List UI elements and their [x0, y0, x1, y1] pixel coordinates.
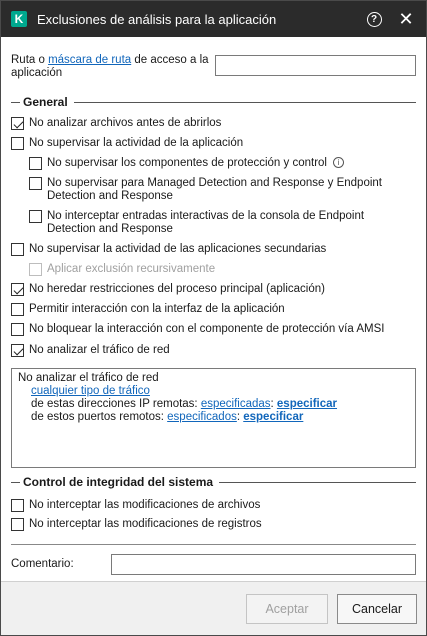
general-option-5-checkbox[interactable] [11, 243, 24, 256]
general-option-9-label: No bloquear la interacción con el componente de protección vía AMSI [29, 323, 385, 335]
general-option-6 [29, 263, 416, 276]
close-button[interactable] [390, 1, 422, 37]
general-option-2[interactable] [29, 157, 416, 170]
general-option-3[interactable] [29, 177, 389, 203]
general-option-7[interactable] [11, 283, 416, 296]
general-option-5[interactable] [11, 243, 416, 256]
kaspersky-logo-icon: K [11, 11, 27, 27]
general-option-2-checkbox[interactable] [29, 157, 42, 170]
ip-specified-link[interactable]: especificadas [200, 398, 271, 410]
general-option-10-label: No analizar el tráfico de red [29, 344, 170, 356]
port-separator: : [236, 411, 244, 423]
general-option-4-checkbox[interactable] [29, 210, 42, 223]
general-option-10[interactable] [11, 344, 416, 357]
ip-separator: : [270, 398, 277, 410]
help-button[interactable] [358, 1, 390, 37]
cancel-button[interactable]: Cancelar [337, 594, 417, 624]
rule-description-box [11, 368, 416, 468]
general-option-6-label: Aplicar exclusión recursivamente [47, 263, 216, 275]
general-option-9[interactable] [11, 323, 416, 336]
general-option-8-checkbox[interactable] [11, 303, 24, 316]
port-specified-link[interactable]: especificados [167, 411, 237, 423]
ip-text: de estas direcciones IP remotas: [31, 398, 201, 410]
general-option-10-checkbox[interactable] [11, 344, 24, 357]
general-option-1[interactable] [11, 137, 416, 150]
integrity-group-title: Control de integridad del sistema [23, 475, 214, 489]
title-bar [1, 1, 426, 37]
general-option-0[interactable] [11, 117, 416, 130]
path-input[interactable] [215, 55, 416, 76]
general-option-7-checkbox[interactable] [11, 283, 24, 296]
integrity-option-0-label: No interceptar las modificaciones de archivos [29, 499, 261, 511]
integrity-option-1[interactable] [11, 518, 416, 531]
integrity-group-header [11, 475, 416, 489]
general-option-8-label: Permitir interacción con la interfaz de la aplicación [29, 303, 285, 315]
integrity-option-1-label: No interceptar las modificaciones de registros [29, 518, 262, 530]
comment-label: Comentario: [11, 558, 74, 570]
help-icon: ? [367, 12, 382, 27]
general-group-title: General [23, 95, 68, 109]
integrity-option-1-checkbox[interactable] [11, 518, 24, 531]
general-group-header [11, 95, 416, 109]
general-option-5-label: No supervisar la actividad de las aplicaciones secundarias [29, 243, 327, 255]
general-option-8[interactable] [11, 303, 416, 316]
description-line-1: No analizar el tráfico de red [18, 372, 159, 384]
comment-input[interactable] [111, 554, 416, 575]
general-option-0-label: No analizar archivos antes de abrirlos [29, 117, 222, 129]
general-option-4-label: No interceptar entradas interactivas de la consola de Endpoint Detection and Response [47, 210, 365, 235]
general-option-4[interactable] [29, 210, 389, 236]
general-option-0-checkbox[interactable] [11, 117, 24, 130]
close-icon: ✕ [398, 9, 414, 29]
window-title: Exclusiones de análisis para la aplicación [37, 11, 277, 27]
general-option-6-checkbox [29, 263, 42, 276]
path-label-text-end: de acceso a la aplicación [11, 54, 209, 79]
general-option-3-label: No supervisar para Managed Detection and Response y Endpoint Detection and Response [47, 177, 382, 202]
port-text: de estos puertos remotos: [31, 411, 168, 423]
general-option-3-checkbox[interactable] [29, 177, 42, 190]
general-option-1-label: No supervisar la actividad de la aplicación [29, 137, 244, 149]
info-icon[interactable]: i [333, 157, 344, 168]
port-specify-link[interactable]: especificar [243, 411, 304, 423]
dialog-footer [1, 581, 426, 635]
general-option-7-label: No heredar restricciones del proceso principal (aplicación) [29, 283, 325, 295]
ip-specify-link[interactable]: especificar [276, 398, 338, 410]
divider [11, 544, 416, 545]
traffic-type-link[interactable]: cualquier tipo de tráfico [31, 385, 150, 397]
accept-button[interactable]: Aceptar [246, 594, 328, 624]
path-mask-link[interactable]: máscara de ruta [48, 54, 132, 66]
general-option-1-checkbox[interactable] [11, 137, 24, 150]
integrity-option-0-checkbox[interactable] [11, 499, 24, 512]
integrity-option-0[interactable] [11, 499, 416, 512]
path-label-text: Ruta o [11, 54, 49, 66]
general-option-2-label: No supervisar los componentes de protección y control [47, 157, 327, 169]
general-option-9-checkbox[interactable] [11, 323, 24, 336]
path-label [11, 54, 211, 80]
